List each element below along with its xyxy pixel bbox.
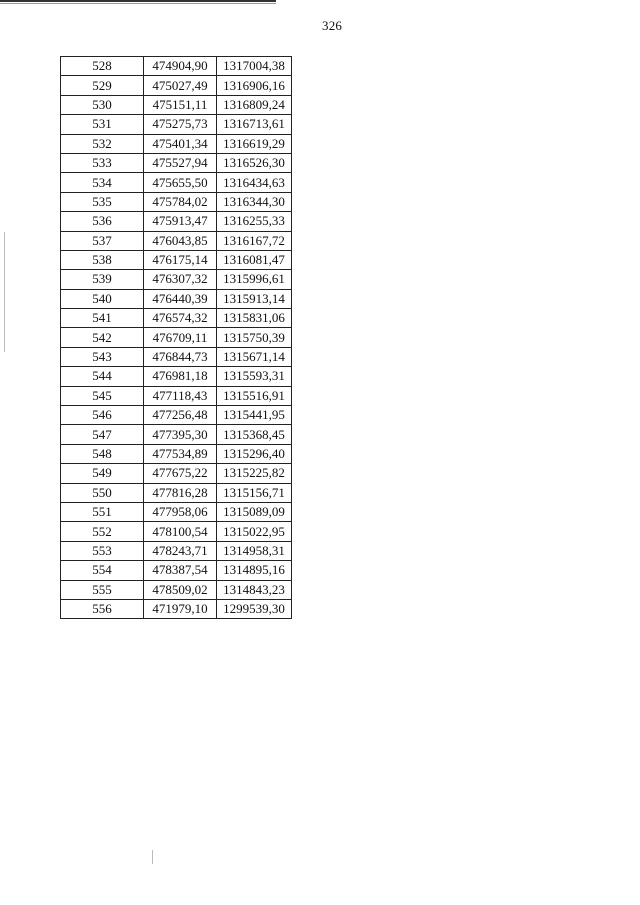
table-row — [61, 367, 292, 386]
y-coordinate-cell: 1315089,09 — [217, 502, 292, 521]
y-coordinate-cell: 1314895,16 — [217, 561, 292, 580]
x-coordinate-cell: 478243,71 — [144, 541, 217, 560]
x-coordinate-cell: 476844,73 — [144, 347, 217, 366]
y-coordinate-cell: 1315750,39 — [217, 328, 292, 347]
y-coordinate-cell: 1315441,95 — [217, 406, 292, 425]
x-coordinate-cell: 477675,22 — [144, 464, 217, 483]
point-number-cell: 533 — [61, 153, 144, 172]
y-coordinate-cell: 1316809,24 — [217, 95, 292, 114]
y-coordinate-cell: 1315996,61 — [217, 270, 292, 289]
x-coordinate-cell: 474904,90 — [144, 57, 217, 76]
x-coordinate-cell: 476709,11 — [144, 328, 217, 347]
x-coordinate-cell: 471979,10 — [144, 599, 217, 618]
x-coordinate-cell: 475527,94 — [144, 153, 217, 172]
table-row — [61, 406, 292, 425]
point-number-cell: 531 — [61, 115, 144, 134]
y-coordinate-cell: 1299539,30 — [217, 599, 292, 618]
x-coordinate-cell: 478387,54 — [144, 561, 217, 580]
y-coordinate-cell: 1316526,30 — [217, 153, 292, 172]
x-coordinate-cell: 475275,73 — [144, 115, 217, 134]
y-coordinate-cell: 1315516,91 — [217, 386, 292, 405]
point-number-cell: 552 — [61, 522, 144, 541]
table-row — [61, 231, 292, 250]
x-coordinate-cell: 475151,11 — [144, 95, 217, 114]
point-number-cell: 551 — [61, 502, 144, 521]
header-rule — [0, 0, 276, 2]
table-row — [61, 599, 292, 618]
table-row — [61, 561, 292, 580]
point-number-cell: 543 — [61, 347, 144, 366]
y-coordinate-cell: 1316255,33 — [217, 212, 292, 231]
y-coordinate-cell: 1316344,30 — [217, 192, 292, 211]
point-number-cell: 547 — [61, 425, 144, 444]
y-coordinate-cell: 1315593,31 — [217, 367, 292, 386]
y-coordinate-cell: 1316619,29 — [217, 134, 292, 153]
point-number-cell: 542 — [61, 328, 144, 347]
coordinates-table — [60, 56, 292, 619]
page-number: 326 — [322, 18, 343, 33]
scan-artifact — [152, 850, 153, 864]
table-row — [61, 289, 292, 308]
table-row — [61, 95, 292, 114]
x-coordinate-cell: 476043,85 — [144, 231, 217, 250]
coordinates-table-body — [61, 57, 292, 619]
x-coordinate-cell: 475027,49 — [144, 76, 217, 95]
table-row — [61, 115, 292, 134]
y-coordinate-cell: 1315831,06 — [217, 309, 292, 328]
x-coordinate-cell: 475913,47 — [144, 212, 217, 231]
x-coordinate-cell: 476574,32 — [144, 309, 217, 328]
point-number-cell: 556 — [61, 599, 144, 618]
y-coordinate-cell: 1316081,47 — [217, 250, 292, 269]
y-coordinate-cell: 1315368,45 — [217, 425, 292, 444]
y-coordinate-cell: 1315913,14 — [217, 289, 292, 308]
table-row — [61, 347, 292, 366]
point-number-cell: 539 — [61, 270, 144, 289]
x-coordinate-cell: 476440,39 — [144, 289, 217, 308]
scan-artifact — [4, 232, 5, 352]
table-row — [61, 464, 292, 483]
table-row — [61, 57, 292, 76]
point-number-cell: 554 — [61, 561, 144, 580]
point-number-cell: 546 — [61, 406, 144, 425]
table-row — [61, 522, 292, 541]
y-coordinate-cell: 1316713,61 — [217, 115, 292, 134]
point-number-cell: 553 — [61, 541, 144, 560]
point-number-cell: 529 — [61, 76, 144, 95]
table-row — [61, 76, 292, 95]
y-coordinate-cell: 1315156,71 — [217, 483, 292, 502]
point-number-cell: 548 — [61, 444, 144, 463]
x-coordinate-cell: 477534,89 — [144, 444, 217, 463]
point-number-cell: 549 — [61, 464, 144, 483]
y-coordinate-cell: 1316167,72 — [217, 231, 292, 250]
table-row — [61, 483, 292, 502]
table-row — [61, 309, 292, 328]
table-row — [61, 502, 292, 521]
y-coordinate-cell: 1314958,31 — [217, 541, 292, 560]
y-coordinate-cell: 1316434,63 — [217, 173, 292, 192]
x-coordinate-cell: 478509,02 — [144, 580, 217, 599]
y-coordinate-cell: 1314843,23 — [217, 580, 292, 599]
x-coordinate-cell: 478100,54 — [144, 522, 217, 541]
y-coordinate-cell: 1315022,95 — [217, 522, 292, 541]
x-coordinate-cell: 475784,02 — [144, 192, 217, 211]
y-coordinate-cell: 1315225,82 — [217, 464, 292, 483]
x-coordinate-cell: 476175,14 — [144, 250, 217, 269]
x-coordinate-cell: 476981,18 — [144, 367, 217, 386]
point-number-cell: 541 — [61, 309, 144, 328]
table-row — [61, 425, 292, 444]
table-row — [61, 192, 292, 211]
x-coordinate-cell: 475655,50 — [144, 173, 217, 192]
header-rule-thin — [0, 3, 276, 4]
y-coordinate-cell: 1315671,14 — [217, 347, 292, 366]
point-number-cell: 534 — [61, 173, 144, 192]
point-number-cell: 537 — [61, 231, 144, 250]
table-row — [61, 212, 292, 231]
point-number-cell: 555 — [61, 580, 144, 599]
point-number-cell: 535 — [61, 192, 144, 211]
table-row — [61, 386, 292, 405]
table-row — [61, 153, 292, 172]
y-coordinate-cell: 1315296,40 — [217, 444, 292, 463]
point-number-cell: 545 — [61, 386, 144, 405]
x-coordinate-cell: 475401,34 — [144, 134, 217, 153]
x-coordinate-cell: 476307,32 — [144, 270, 217, 289]
point-number-cell: 530 — [61, 95, 144, 114]
x-coordinate-cell: 477816,28 — [144, 483, 217, 502]
table-row — [61, 580, 292, 599]
point-number-cell: 544 — [61, 367, 144, 386]
point-number-cell: 532 — [61, 134, 144, 153]
point-number-cell: 528 — [61, 57, 144, 76]
y-coordinate-cell: 1316906,16 — [217, 76, 292, 95]
x-coordinate-cell: 477118,43 — [144, 386, 217, 405]
table-row — [61, 270, 292, 289]
point-number-cell: 536 — [61, 212, 144, 231]
x-coordinate-cell: 477395,30 — [144, 425, 217, 444]
point-number-cell: 538 — [61, 250, 144, 269]
table-row — [61, 541, 292, 560]
point-number-cell: 540 — [61, 289, 144, 308]
point-number-cell: 550 — [61, 483, 144, 502]
table-row — [61, 328, 292, 347]
x-coordinate-cell: 477256,48 — [144, 406, 217, 425]
table-row — [61, 250, 292, 269]
table-row — [61, 444, 292, 463]
y-coordinate-cell: 1317004,38 — [217, 57, 292, 76]
x-coordinate-cell: 477958,06 — [144, 502, 217, 521]
table-row — [61, 173, 292, 192]
table-row — [61, 134, 292, 153]
